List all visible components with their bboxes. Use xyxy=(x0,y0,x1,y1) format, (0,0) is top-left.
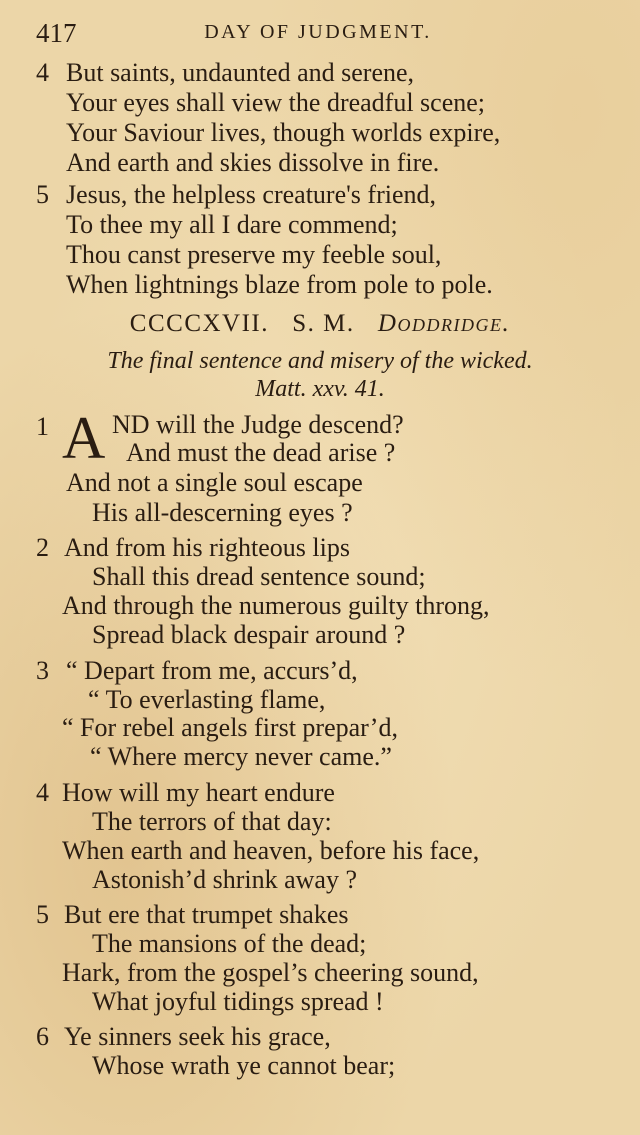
verse-line: “ For rebel angels first prepar’d, xyxy=(62,713,398,742)
verse-line: And through the numerous guilty throng, xyxy=(62,591,490,620)
verse-line: Your Saviour lives, though worlds expire, xyxy=(66,118,501,147)
verse-line: What joyful tidings spread ! xyxy=(92,987,384,1016)
verse-line: “ To everlasting flame, xyxy=(88,685,326,714)
verse-line: Astonish’d shrink away ? xyxy=(92,865,358,894)
verse-line: ND will the Judge descend? xyxy=(112,410,404,439)
verse-line: “ Depart from me, accurs’d, xyxy=(66,656,358,685)
stanza-number: 6 xyxy=(36,1022,49,1051)
running-title: DAY OF JUDGMENT. xyxy=(204,21,432,43)
verse-line: Hark, from the gospel’s cheering sound, xyxy=(62,958,479,987)
verse-line: Whose wrath ye cannot bear; xyxy=(92,1051,396,1080)
scripture-reference: Matt. xxv. 41. xyxy=(255,376,385,402)
stanza-number: 1 xyxy=(36,412,49,441)
stanza-number: 5 xyxy=(36,900,49,929)
hymn-subtitle: The final sentence and misery of the wicked. xyxy=(107,348,533,374)
verse-line: To thee my all I dare commend; xyxy=(66,210,398,239)
verse-line: Spread black despair around ? xyxy=(92,620,406,649)
stanza-number: 3 xyxy=(36,656,49,685)
verse-line: His all-descerning eyes ? xyxy=(92,498,353,527)
verse-line: And must the dead arise ? xyxy=(126,438,396,467)
verse-line: When lightnings blaze from pole to pole. xyxy=(66,270,493,299)
verse-line: And not a single soul escape xyxy=(66,468,363,497)
verse-line: When earth and heaven, before his face, xyxy=(62,836,480,865)
verse-line: Ye sinners seek his grace, xyxy=(64,1022,331,1051)
verse-line: Thou canst preserve my feeble soul, xyxy=(66,240,442,269)
verse-line: The terrors of that day: xyxy=(92,807,332,836)
verse-line: Your eyes shall view the dreadful scene; xyxy=(66,88,486,117)
verse-line: But saints, undaunted and serene, xyxy=(66,58,415,87)
stanza-number: 4 xyxy=(36,778,49,807)
hymn-heading xyxy=(0,310,640,338)
verse-line: “ Where mercy never came.” xyxy=(90,742,392,771)
verse-line: But ere that trumpet shakes xyxy=(64,900,349,929)
verse-line: And earth and skies dissolve in fire. xyxy=(66,148,440,177)
verse-line: Shall this dread sentence sound; xyxy=(92,562,426,591)
verse-line: The mansions of the dead; xyxy=(92,929,367,958)
hymn-meter: S. M. xyxy=(292,310,355,337)
verse-line: How will my heart endure xyxy=(62,778,335,807)
drop-cap: A xyxy=(62,405,106,471)
stanza-number: 4 xyxy=(36,58,49,87)
hymn-number: CCCCXVII. xyxy=(129,310,270,337)
page-number: 417 xyxy=(36,18,77,48)
verse-line: Jesus, the helpless creature's friend, xyxy=(66,180,437,209)
page-header xyxy=(36,18,600,48)
verse-line: And from his righteous lips xyxy=(64,533,350,562)
stanza-number: 5 xyxy=(36,180,49,209)
stanza-number: 2 xyxy=(36,533,49,562)
hymn-author: Doddridge. xyxy=(377,310,511,337)
